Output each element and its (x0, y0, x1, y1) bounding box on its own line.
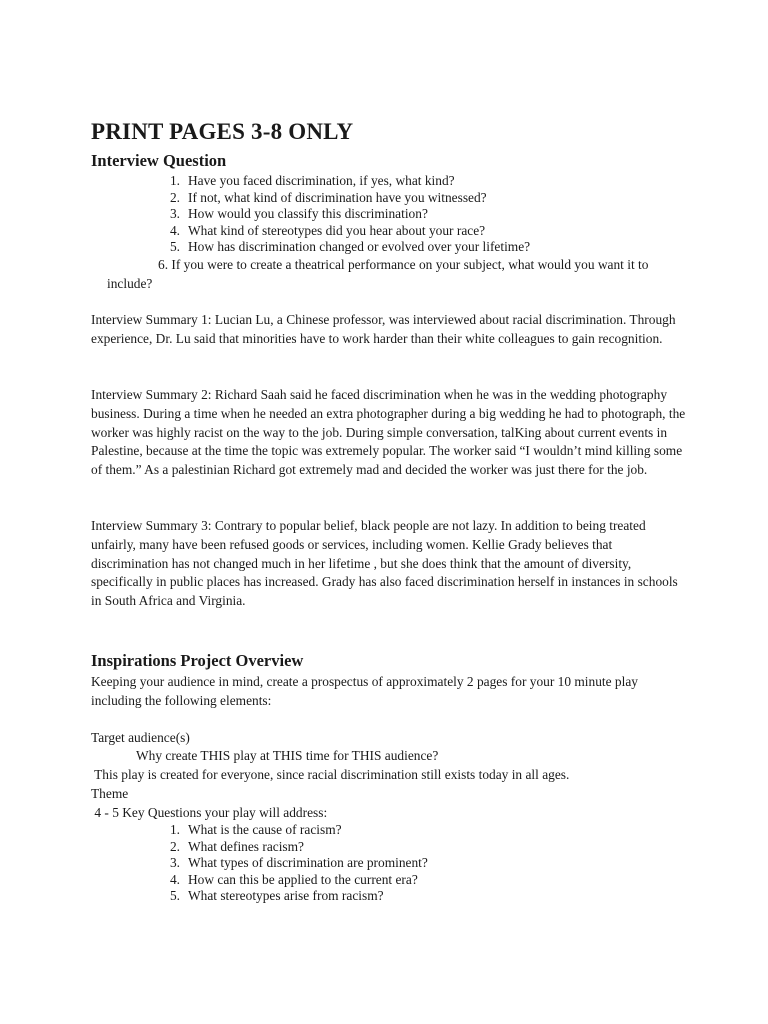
list-item: 5. How has discrimination changed or evolved over your lifetime? (169, 239, 531, 254)
interview-summary-2: Interview Summary 2: Richard Saah said he faced discrimination when he was in the wedding photography business. During a time when he needed an extra photographer during a big wedding he had to photograph, the worker was highly racist on the way to the job. During simple conversation, talKing about current events in Palestine, because at the time the topic was extremely popular. The worker said “I wouldn’t mind killing some of them.” As a palestinian Richard got extremely mad and decided the worker was just there for the job. (91, 387, 686, 478)
key-questions-list (136, 822, 696, 905)
interview-summary-1: Interview Summary 1: Lucian Lu, a Chinese professor, was interviewed about racial discrimination. Through experience, Dr. Lu said that minorities have to work harder than their white colleagues to gain recognition. (91, 312, 676, 346)
document-title: PRINT PAGES 3-8 ONLY (91, 119, 354, 144)
project-overview-intro: Keeping your audience in mind, create a prospectus of approximately 2 pages for your 10 minute play including the following elements: (91, 674, 638, 708)
list-item: 2. If not, what kind of discrimination have you witnessed? (169, 189, 487, 205)
list-item: 3. How would you classify this discrimination? (169, 206, 428, 221)
key-questions-label: 4 - 5 Key Questions your play will address: (91, 805, 328, 820)
theme-label: Theme (91, 786, 129, 801)
list-item: 3. What types of discrimination are prominent? (169, 855, 428, 870)
list-item: 4. What kind of stereotypes did you hear about your race? (169, 222, 486, 238)
target-audience-label: Target audience(s) (91, 730, 190, 745)
audience-answer-line: This play is created for everyone, since racial discrimination still exists today in all ages. (91, 767, 570, 782)
list-item: 5. What stereotypes arise from racism? (169, 888, 384, 903)
list-item: 1. What is the cause of racism? (169, 822, 342, 837)
list-item: 2. What defines racism? (169, 838, 304, 854)
list-item: 4. How can this be applied to the current era? (169, 871, 418, 887)
interview-question-6: 6. If you were to create a theatrical performance on your subject, what would you want it to include? (107, 257, 649, 291)
interview-question-heading: Interview Question (91, 151, 227, 170)
interview-summary-3: Interview Summary 3: Contrary to popular belief, black people are not lazy. In addition to being treated unfairly, many have been refused goods or services, including women. Kellie Grady believes that discrimination has not changed much in her lifetime , but she does think that the amount of diversity, specifically in public places has increased. Grady has also faced discrimination herself in instances in schools in South Africa and Virginia. (91, 518, 678, 609)
list-item: 1. Have you faced discrimination, if yes, what kind? (169, 173, 455, 188)
interview-question-list (136, 173, 696, 256)
project-overview-heading: Inspirations Project Overview (91, 651, 304, 670)
why-create-line: Why create THIS play at THIS time for THIS audience? (136, 748, 439, 763)
